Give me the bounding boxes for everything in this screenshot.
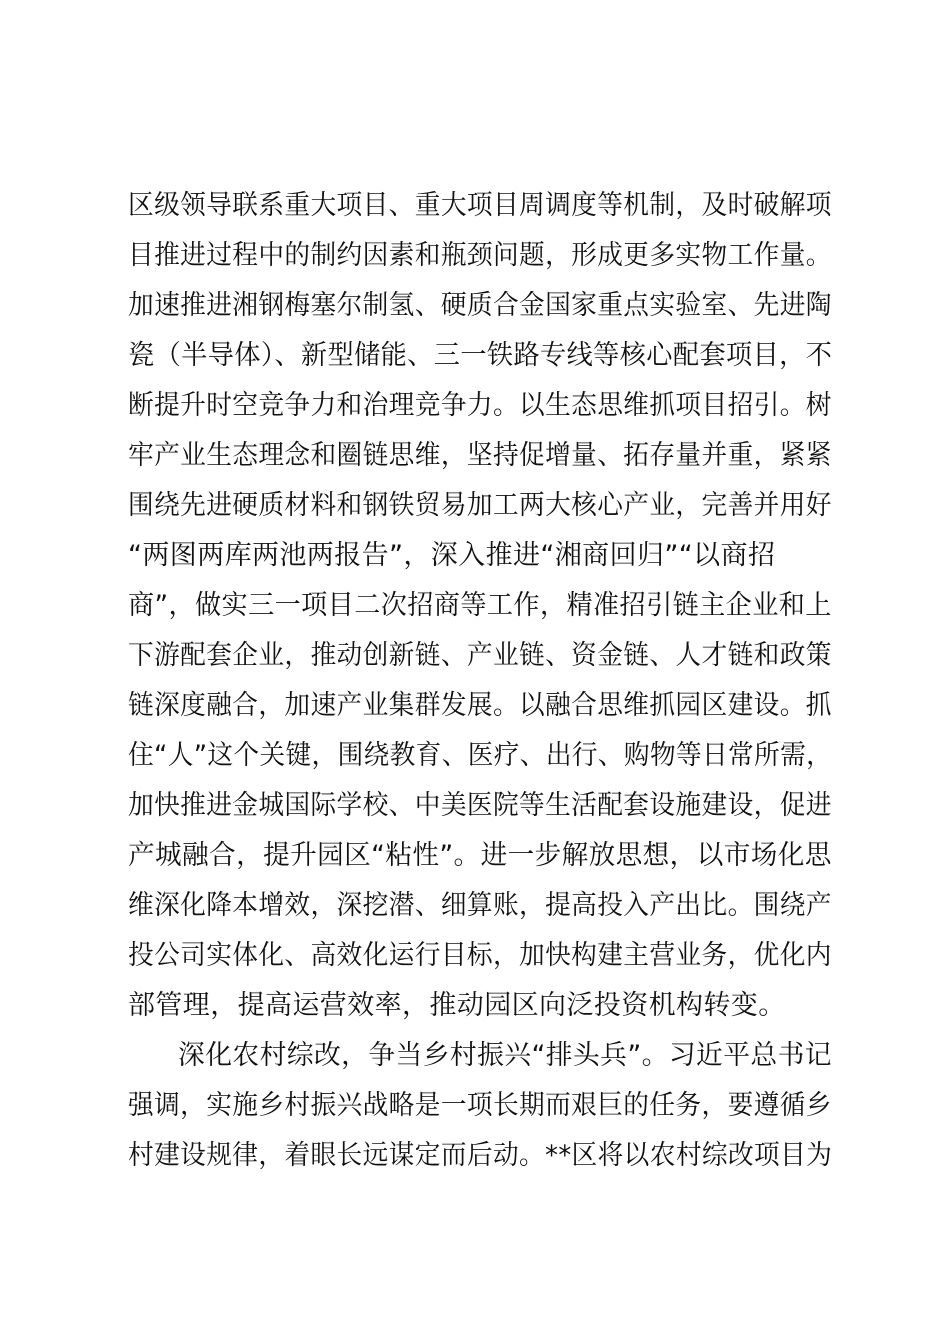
text-line: 目推进过程中的制约因素和瓶颈问题，形成更多实物工作量。 [128,240,832,271]
text-line: 牢产业生态理念和圈链思维，坚持促增量、拓存量并重，紧紧 [128,440,832,471]
text-line: 维深化降本增效，深挖潜、细算账，提高投入产出比。围绕产 [128,890,832,921]
text-line: 投公司实体化、高效化运行目标，加快构建主营业务，优化内 [128,940,832,971]
text-line: 强调，实施乡村振兴战略是一项长期而艰巨的任务，要遵循乡 [128,1090,832,1121]
text-line: “两图两库两池两报告”，深入推进“湘商回归”“以商招 [128,540,776,571]
text-line: 围绕先进硬质材料和钢铁贸易加工两大核心产业，完善并用好 [128,490,832,521]
text-line: 断提升时空竞争力和治理竞争力。以生态思维抓项目招引。树 [128,390,832,421]
text-line: 瓷（半导体）、新型储能、三一铁路专线等核心配套项目，不 [128,340,833,371]
text-line: 部管理，提高运营效率，推动园区向泛投资机构转变。 [128,990,786,1021]
text-line: 加速推进湘钢梅塞尔制氢、硬质合金国家重点实验室、先进陶 [128,290,832,321]
text-line: 住“人”这个关键，围绕教育、医疗、出行、购物等日常所需， [128,740,833,771]
text-line: 下游配套企业，推动创新链、产业链、资金链、人才链和政策 [128,640,832,671]
text-line: 加快推进金城国际学校、中美医院等生活配套设施建设，促进 [128,790,832,821]
text-line: 区级领导联系重大项目、重大项目周调度等机制，及时破解项 [128,190,832,221]
paragraph-start-line: 深化农村综改，争当乡村振兴“排头兵”。习近平总书记 [178,1040,832,1071]
text-line: 村建设规律，着眼长远谋定而后动。**区将以农村综改项目为 [128,1140,833,1171]
text-line: 链深度融合，加速产业集群发展。以融合思维抓园区建设。抓 [128,690,832,721]
text-line: 产城融合，提升园区“粘性”。进一步解放思想，以市场化思 [128,840,832,871]
text-line: 商”，做实三一项目二次招商等工作，精准招引链主企业和上 [128,590,832,621]
